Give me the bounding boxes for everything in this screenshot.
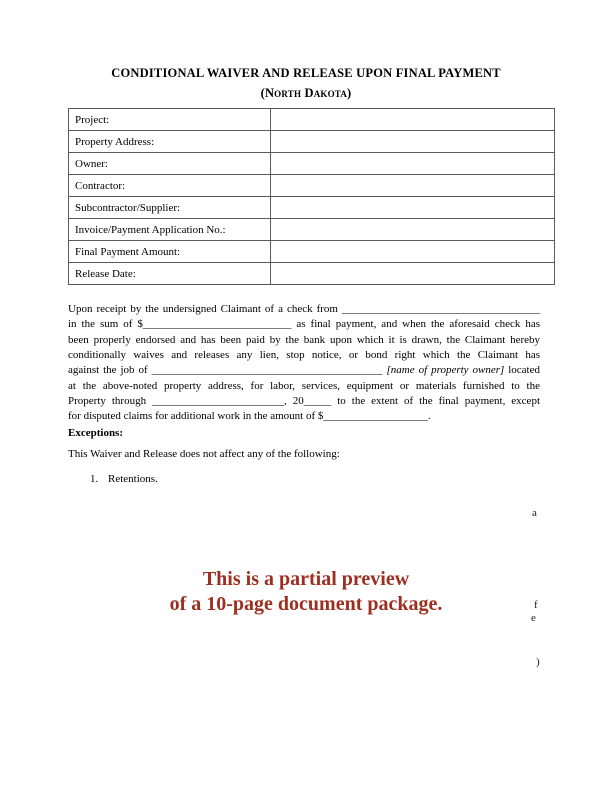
row-label: Contractor:	[69, 175, 271, 197]
row-value-cell	[271, 109, 555, 131]
row-label: Property Address:	[69, 131, 271, 153]
paragraph-line: in the sum of $___________________________ as final payment, and when the aforesaid check has	[68, 318, 540, 331]
text-fragment: )	[536, 656, 540, 668]
row-label: Invoice/Payment Application No.:	[69, 219, 271, 241]
row-label: Release Date:	[69, 263, 271, 285]
table-row	[69, 109, 555, 131]
text-fragment: e	[531, 612, 536, 624]
table-row	[69, 131, 555, 153]
table-row	[69, 219, 555, 241]
paragraph-line: Property through ________________________, 20_____ to the extent of the final payment, except	[68, 394, 540, 407]
text-fragment: a	[532, 507, 537, 519]
list-item	[90, 473, 158, 485]
table-row	[69, 153, 555, 175]
paragraph-segment: against the job of __________________________________________	[68, 364, 387, 377]
row-value-cell	[271, 219, 555, 241]
exceptions-intro: This Waiver and Release does not affect any of the following:	[68, 448, 340, 460]
paragraph-line: Upon receipt by the undersigned Claimant of a check from ____________________________________	[68, 303, 540, 315]
waiver-paragraph	[68, 302, 540, 425]
row-label: Final Payment Amount:	[69, 241, 271, 263]
paragraph-segment: located	[504, 364, 540, 377]
row-value-cell	[271, 197, 555, 219]
title-line-2: (North Dakota)	[260, 85, 352, 100]
row-value-cell	[271, 175, 555, 197]
list-item-number: 1.	[90, 473, 99, 485]
row-label: Subcontractor/Supplier:	[69, 197, 271, 219]
table-row	[69, 197, 555, 219]
paragraph-line: conditionally waives and releases any lien, stop notice, or bond right which the Claimant has	[68, 348, 540, 361]
paragraph-line: at the above-noted property address, for labor, services, equipment or materials furnished to the	[68, 379, 540, 392]
row-label: Project:	[69, 109, 271, 131]
table-row	[69, 263, 555, 285]
text-fragment: f	[534, 599, 538, 611]
exceptions-heading: Exceptions:	[68, 427, 123, 439]
title-line-1: CONDITIONAL WAIVER AND RELEASE UPON FINAL PAYMENT	[111, 66, 501, 80]
table-row	[69, 175, 555, 197]
project-info-table	[68, 108, 555, 285]
property-owner-note: [name of property owner]	[386, 364, 505, 377]
document-title	[0, 64, 612, 103]
row-value-cell	[271, 153, 555, 175]
table-row	[69, 241, 555, 263]
list-item-text: Retentions.	[108, 473, 158, 485]
paragraph-line: been properly endorsed and has been paid by the bank upon which it is drawn, the Claimant hereby	[68, 333, 540, 346]
row-value-cell	[271, 241, 555, 263]
preview-watermark	[0, 567, 612, 616]
row-label: Owner:	[69, 153, 271, 175]
paragraph-line: for disputed claims for additional work in the amount of $___________________.	[68, 410, 431, 423]
paragraph-line	[68, 363, 540, 378]
row-value-cell	[271, 263, 555, 285]
preview-line-1: This is a partial preview	[202, 568, 410, 590]
preview-line-2: of a 10-page document package.	[169, 592, 443, 615]
row-value-cell	[271, 131, 555, 153]
